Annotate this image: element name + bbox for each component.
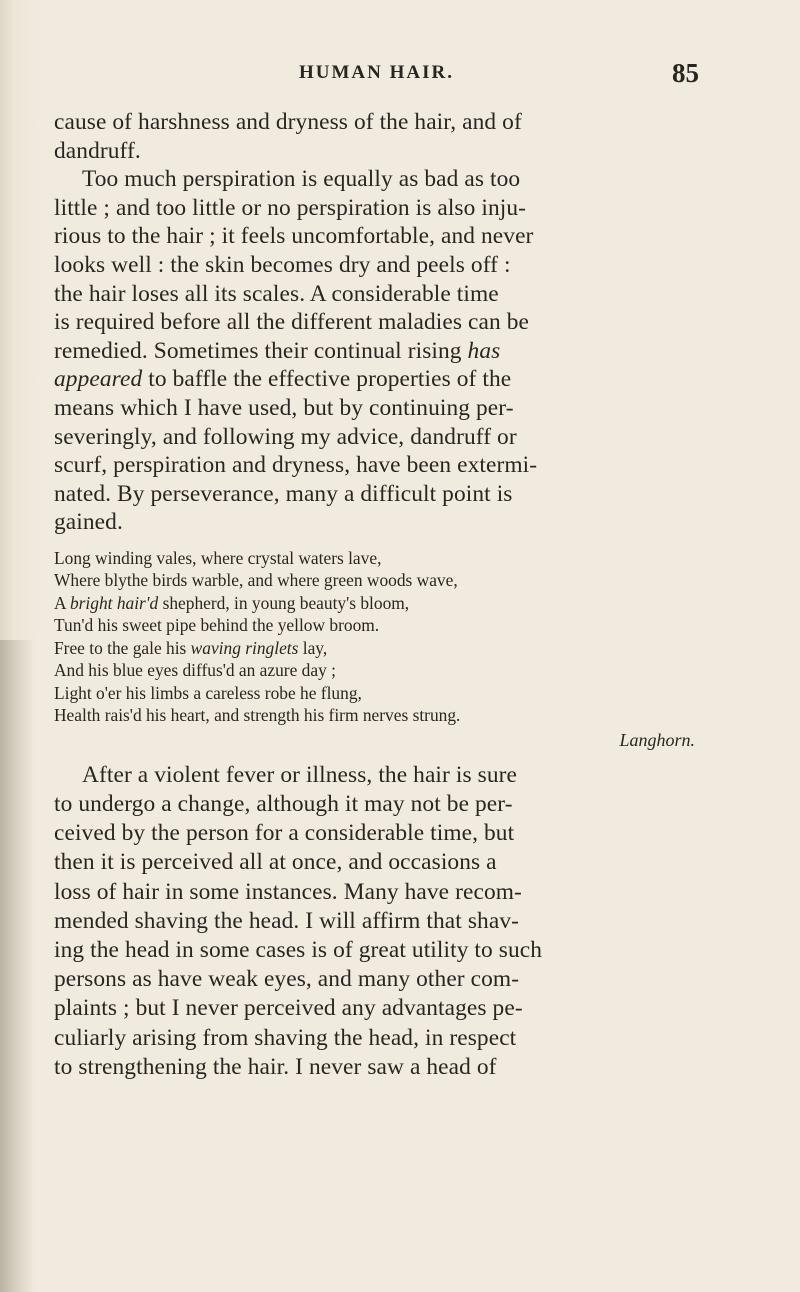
text-span: shepherd, in young beauty's bloom, bbox=[158, 592, 410, 613]
text-line: cause of harshness and dryness of the hair, and of bbox=[54, 109, 522, 135]
text-line: plaints ; but I never perceived any advantages pe- bbox=[54, 995, 523, 1022]
poem-line: Health rais'd his heart, and strength his firm nerves strung. bbox=[54, 705, 461, 726]
text-line: scurf, perspiration and dryness, have been extermi- bbox=[54, 452, 538, 479]
italic-emphasis: bright hair'd bbox=[69, 592, 159, 613]
text-span: to baffle the effective properties of the bbox=[142, 366, 512, 393]
text-line: severingly, and following my advice, dandruff or bbox=[54, 423, 517, 450]
page-number: 85 bbox=[672, 58, 699, 88]
text-line: little ; and too little or no perspiration is also inju- bbox=[54, 194, 527, 221]
poem-attribution: Langhorn. bbox=[619, 729, 695, 750]
text-span: Free to the gale his bbox=[54, 637, 191, 658]
running-head: HUMAN HAIR. bbox=[299, 62, 454, 83]
text-span: lay, bbox=[298, 637, 328, 658]
paragraph-3 bbox=[54, 761, 699, 1082]
text-line: rious to the hair ; it feels uncomfortable, and never bbox=[54, 223, 534, 250]
text-line: Too much perspiration is equally as bad as too bbox=[82, 166, 521, 193]
poem-line: Tun'd his sweet pipe behind the yellow broom. bbox=[54, 615, 380, 636]
text-line: to undergo a change, although it may not be per- bbox=[54, 791, 513, 818]
page-header bbox=[54, 58, 699, 92]
text-line: is required before all the different maladies can be bbox=[54, 309, 529, 336]
text-line: mended shaving the head. I will affirm that shav- bbox=[54, 907, 520, 934]
poem-line: Where blythe birds warble, and where green woods wave, bbox=[54, 570, 458, 591]
text-line: means which I have used, but by continuing per- bbox=[54, 394, 514, 421]
paragraph-1 bbox=[54, 108, 699, 165]
text-span: A bbox=[54, 592, 70, 613]
poem-quotation bbox=[54, 547, 699, 753]
text-line: loss of hair in some instances. Many have recom- bbox=[54, 878, 522, 905]
text-line: looks well : the skin becomes dry and peels off : bbox=[54, 251, 511, 278]
italic-emphasis: waving ringlets bbox=[190, 637, 299, 658]
text-line: ceived by the person for a considerable time, but bbox=[54, 820, 515, 847]
poem-line bbox=[54, 592, 699, 615]
text-line: gained. bbox=[54, 509, 123, 536]
text-line: the hair loses all its scales. A considerable time bbox=[54, 280, 499, 307]
italic-emphasis: has bbox=[467, 337, 501, 364]
text-line: to strengthening the hair. I never saw a head of bbox=[54, 1053, 497, 1080]
text-line: persons as have weak eyes, and many other com- bbox=[54, 966, 520, 993]
body-text bbox=[54, 108, 699, 1082]
text-line bbox=[54, 365, 699, 394]
text-line: culiarly arising from shaving the head, in respect bbox=[54, 1024, 517, 1051]
text-line bbox=[54, 337, 699, 366]
poem-line: Long winding vales, where crystal waters lave, bbox=[54, 547, 382, 568]
italic-emphasis: appeared bbox=[54, 366, 143, 393]
text-line: ing the head in some cases is of great utility to such bbox=[54, 937, 543, 964]
paragraph-2 bbox=[54, 165, 699, 537]
poem-line: And his blue eyes diffus'd an azure day ; bbox=[54, 660, 336, 681]
text-span: remedied. Sometimes their continual rising bbox=[54, 337, 468, 364]
text-line: nated. By perseverance, many a difficult point is bbox=[54, 480, 513, 507]
text-line: dandruff. bbox=[54, 137, 141, 164]
page-edge-shadow bbox=[0, 640, 34, 1292]
text-line: After a violent fever or illness, the hair is sure bbox=[82, 761, 517, 788]
poem-line bbox=[54, 637, 699, 660]
text-line: then it is perceived all at once, and occasions a bbox=[54, 849, 497, 876]
poem-line: Light o'er his limbs a careless robe he flung, bbox=[54, 682, 362, 703]
